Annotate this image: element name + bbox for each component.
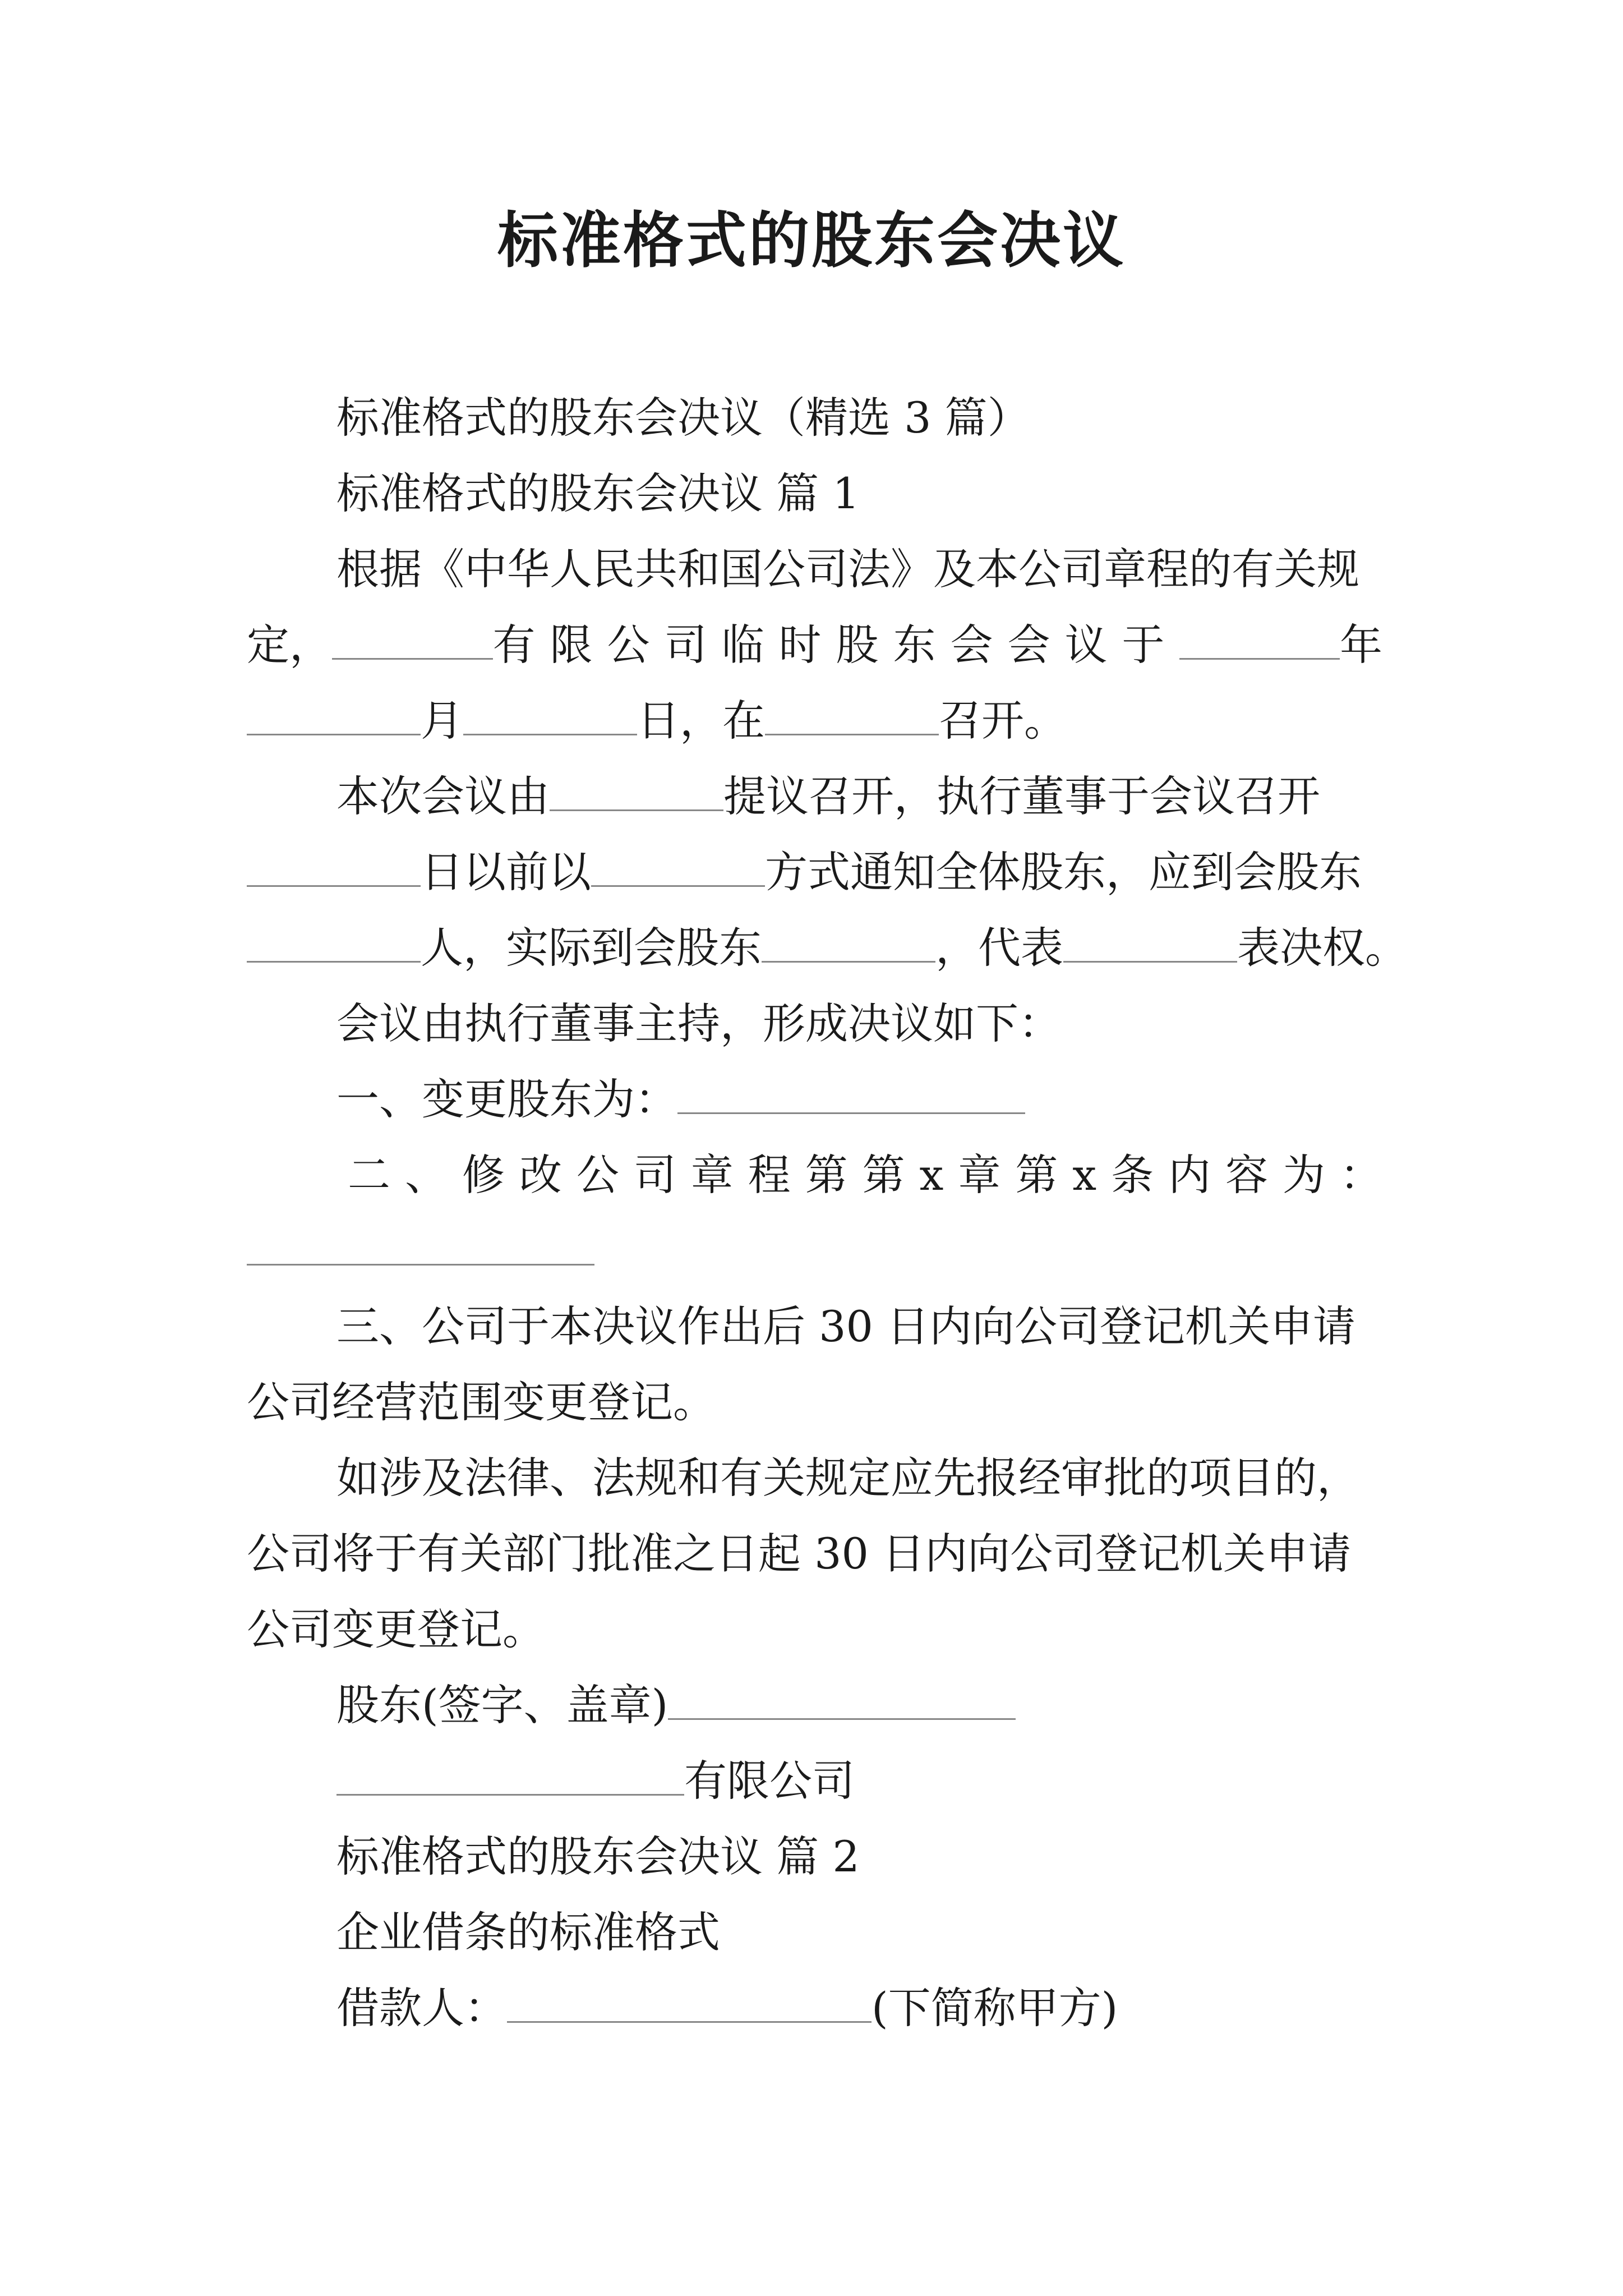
blank-company-name[interactable] bbox=[332, 618, 493, 660]
item2-char: ： bbox=[1339, 1150, 1382, 1200]
resolution-item-1 bbox=[336, 1071, 1025, 1128]
p2-line3-text-c: 表决权。 bbox=[1237, 923, 1408, 973]
intro-line: 标准格式的股东会决议（精选 3 篇） bbox=[336, 393, 1030, 443]
paragraph3: 会议由执行董事主持，形成决议如下： bbox=[336, 999, 1061, 1048]
item2-char: 修 bbox=[462, 1150, 505, 1200]
paragraph2-line2 bbox=[247, 844, 1362, 900]
item2-char: 第 bbox=[862, 1150, 905, 1200]
section2-subheading: 企业借条的标准格式 bbox=[336, 1907, 720, 1957]
item2-char: 司 bbox=[633, 1150, 676, 1200]
item2-char: 章 bbox=[958, 1150, 1001, 1200]
p1-line2-text-a: 定， bbox=[247, 620, 332, 670]
p2-line2-text-a: 日以前以 bbox=[421, 847, 591, 897]
borrower-label: 借款人： bbox=[336, 1983, 507, 2033]
p1-line2-text-c: 年 bbox=[1340, 620, 1382, 670]
paragraph4-line1: 如涉及法律、法规和有关规定应先报经审批的项目的， bbox=[336, 1453, 1359, 1503]
item2-char: 为 bbox=[1282, 1150, 1325, 1200]
item2-char: x bbox=[1072, 1150, 1097, 1200]
page-title: 标准格式的股东会决议 bbox=[497, 206, 1126, 276]
p2-line1-text-b: 提议召开，执行董事于会议召开 bbox=[723, 771, 1320, 821]
resolution-item-3-line1: 三、公司于本决议作出后 30 日内向公司登记机关申请 bbox=[336, 1301, 1356, 1351]
signature-line bbox=[336, 1677, 1016, 1733]
item2-char: 程 bbox=[748, 1150, 791, 1200]
section1-heading: 标准格式的股东会决议 篇 1 bbox=[336, 468, 860, 518]
company-line bbox=[336, 1753, 855, 1809]
item2-char: 章 bbox=[690, 1150, 734, 1200]
item2-char: 二 bbox=[348, 1150, 390, 1200]
paragraph4-line3: 公司变更登记。 bbox=[247, 1604, 545, 1654]
p2-line2-text-b: 方式通知全体股东，应到会股东 bbox=[765, 847, 1362, 897]
blank-month[interactable] bbox=[247, 693, 421, 735]
blank-shareholder-signature[interactable] bbox=[668, 1678, 1016, 1720]
section2-heading: 标准格式的股东会决议 篇 2 bbox=[336, 1832, 860, 1881]
borrower-suffix: (下简称甲方) bbox=[872, 1983, 1118, 2033]
paragraph1-line1: 根据《中华人民共和国公司法》及本公司章程的有关规 bbox=[336, 544, 1359, 594]
blank-notice-method[interactable] bbox=[591, 845, 765, 887]
blank-company[interactable] bbox=[336, 1754, 684, 1796]
blank-voting-rights[interactable] bbox=[1063, 921, 1237, 963]
blank-expected-shareholders[interactable] bbox=[247, 921, 421, 963]
item2-char: 第 bbox=[1015, 1150, 1058, 1200]
item2-char: x bbox=[919, 1150, 944, 1200]
blank-new-article-content[interactable] bbox=[247, 1223, 594, 1266]
paragraph2-line3 bbox=[247, 920, 1408, 976]
paragraph1-line3 bbox=[247, 693, 1067, 749]
item2-char: 第 bbox=[805, 1150, 848, 1200]
blank-year[interactable] bbox=[1179, 618, 1340, 660]
p1-line3-text-a: 月 bbox=[421, 696, 463, 746]
paragraph4-line2: 公司将于有关部门批准之日起 30 日内向公司登记机关申请 bbox=[247, 1529, 1352, 1579]
blank-notice-days[interactable] bbox=[247, 845, 421, 887]
blank-proposer[interactable] bbox=[550, 769, 723, 811]
p2-line3-text-a: 人，实际到会股东 bbox=[421, 923, 762, 973]
company-suffix: 有限公司 bbox=[684, 1756, 855, 1806]
borrower-line bbox=[336, 1980, 1118, 2036]
resolution-item-3-line2: 公司经营范围变更登记。 bbox=[247, 1377, 716, 1427]
p1-line3-text-b: 日，在 bbox=[637, 696, 765, 746]
p1-line3-text-c: 召开。 bbox=[939, 696, 1067, 746]
sign-label: 股东(签字、盖章) bbox=[336, 1680, 668, 1730]
blank-borrower[interactable] bbox=[507, 1981, 872, 2023]
item2-char: 改 bbox=[519, 1150, 562, 1200]
item2-blank-line bbox=[247, 1223, 594, 1279]
item2-char: 条 bbox=[1111, 1150, 1154, 1200]
paragraph1-line2 bbox=[247, 617, 1382, 673]
item1-text: 一、变更股东为： bbox=[336, 1074, 677, 1124]
item2-char: 容 bbox=[1225, 1150, 1268, 1200]
item2-char: 内 bbox=[1168, 1150, 1211, 1200]
p2-line3-text-b: ，代表 bbox=[935, 923, 1063, 973]
blank-day[interactable] bbox=[463, 693, 637, 735]
blank-location[interactable] bbox=[765, 693, 939, 735]
blank-present-shareholders[interactable] bbox=[762, 921, 935, 963]
paragraph2-line1 bbox=[336, 769, 1320, 825]
p2-line1-text-a: 本次会议由 bbox=[336, 771, 550, 821]
blank-new-shareholder[interactable] bbox=[677, 1072, 1025, 1114]
item2-char: 公 bbox=[576, 1150, 619, 1200]
resolution-item-2 bbox=[348, 1147, 1382, 1203]
p1-line2-text-b: 有限公司临时股东会会议于 bbox=[492, 620, 1179, 670]
item2-char: 、 bbox=[404, 1150, 448, 1200]
